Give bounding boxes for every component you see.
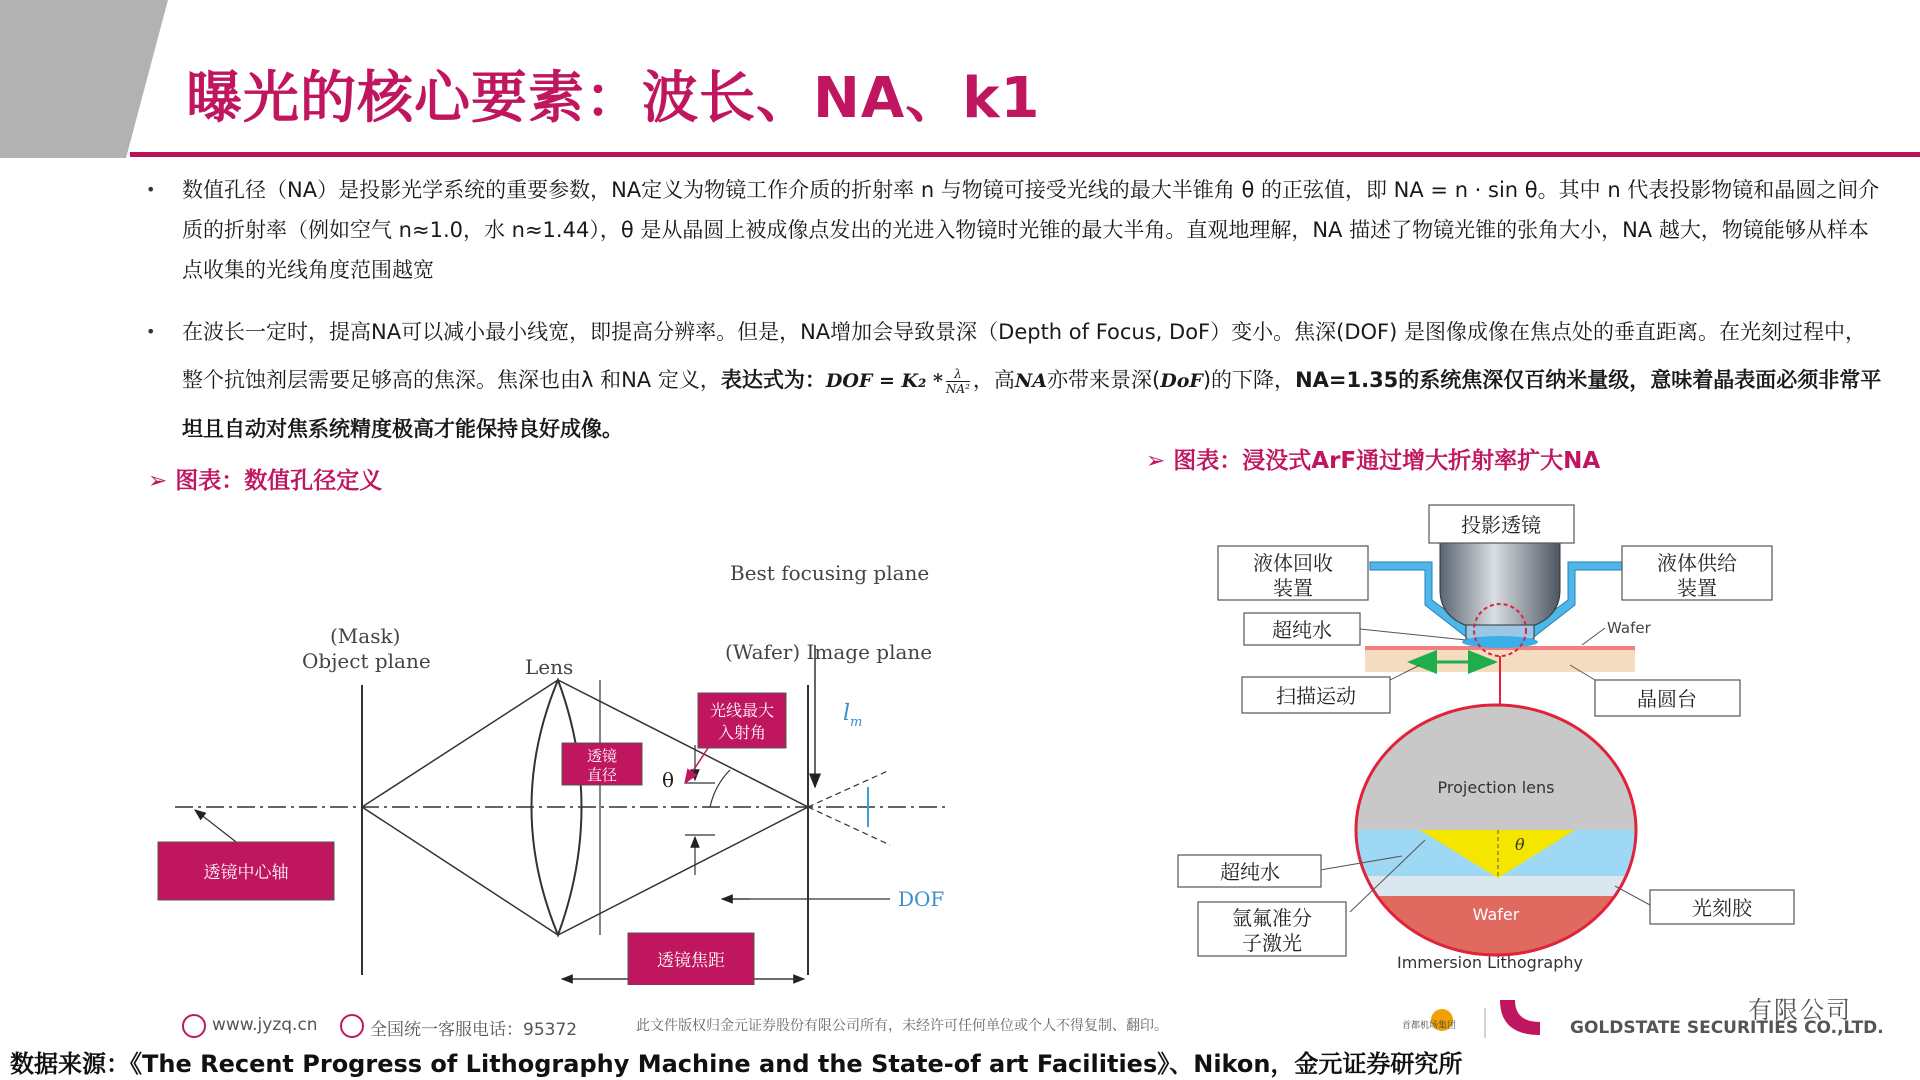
na-definition-diagram — [150, 545, 970, 985]
title-divider — [130, 152, 1920, 157]
bullet-dof — [146, 308, 1886, 448]
lens-housing — [1440, 540, 1560, 625]
box-scan-motion — [1242, 677, 1390, 713]
dof-text: DOF — [898, 887, 945, 911]
ptr-resist — [1615, 886, 1650, 905]
lm-sub: m — [850, 715, 863, 730]
box-arf-laser — [1198, 902, 1346, 956]
company-logo-icon — [1500, 1000, 1540, 1035]
lm-text — [843, 701, 862, 730]
box-ultrapure-water-2 — [1178, 855, 1321, 887]
wafer-en-zoom: Wafer — [1472, 905, 1520, 924]
footer-copyright: 此文件版权归金元证券股份有限公司所有，未经许可任何单位或个人不得复制、翻印。 — [636, 1018, 1168, 1034]
box-projection-lens — [1429, 505, 1574, 543]
box-arf-laser-line2: 子激光 — [1242, 931, 1302, 955]
bullet-text: 数值孔径（NA）是投影光学系统的重要参数，NA定义为物镜工作介质的折射率 n 与物镜可接受光线的最大半锥角 θ 的正弦值，即 NA = n · sin θ。其中 n 代表投影物镜和晶圆之间介质的折射率（例如空气 n≈1.0，水 n≈1.44），θ 是从晶圆上被成像点发出的光进入物镜时光锥的最大半角。直观地理解，NA 描述了物镜光锥的张角大小，NA 越大，物镜能够从样本点收集的光线角度范围越宽 — [182, 178, 1880, 282]
bullet-text — [182, 308, 1886, 453]
corner-decoration — [0, 0, 168, 158]
tag-max-angle-line2: 入射角 — [717, 723, 767, 742]
box-liquid-supply-line2: 装置 — [1677, 576, 1717, 600]
lm-main: l — [843, 701, 851, 726]
figure2-label: ➢ 图表：浸没式ArF通过增大折射率扩大NA — [1146, 448, 1601, 474]
box-liquid-supply — [1622, 546, 1772, 600]
box-photoresist-text: 光刻胶 — [1692, 896, 1752, 920]
theta-label: θ — [662, 768, 675, 792]
immersion-text: Immersion Lithography — [1397, 953, 1583, 972]
ray-diverge-up — [808, 770, 890, 807]
projection-lens-en: Projection lens — [1437, 778, 1555, 797]
best-focusing-plane-text: Best focusing plane — [730, 561, 930, 585]
box-ultrapure-water-2-text: 超纯水 — [1220, 860, 1280, 884]
data-source: 数据来源：《The Recent Progress of Lithography Machine and the State-of art Facilities》、Nikon，金元证券研究所 — [10, 1050, 1463, 1078]
tag-lens-diameter — [562, 743, 642, 785]
mask-text: (Mask) — [330, 624, 401, 648]
formula-fraction — [946, 367, 970, 396]
figure1-label: ➢ 图表：数值孔径定义 — [148, 468, 383, 494]
na-symbol: NA — [1014, 370, 1048, 392]
tag-diameter-line2: 直径 — [586, 766, 618, 784]
axis-pointer — [195, 810, 240, 845]
footer-website: www.jyzq.cn — [212, 1015, 318, 1035]
zoom-theta: θ — [1515, 835, 1525, 854]
theta-arc — [710, 770, 730, 807]
footer-company-cn: 有限公司 — [1748, 996, 1852, 1024]
box-wafer-stage-text: 晶圆台 — [1637, 687, 1697, 711]
ray-diverge-down — [808, 807, 890, 845]
bullet-dot: • — [146, 322, 156, 341]
bullet-conclusion: NA=1.35的系统焦深仅百纳米量级，意味着晶表面必须非常平坦且自动对焦系统精度极高才能保持良好成像。 — [182, 368, 1882, 441]
tag-max-angle-line1: 光线最大 — [709, 701, 775, 720]
box-liquid-recover-line2: 装置 — [1273, 576, 1313, 600]
box-ultrapure-water-text: 超纯水 — [1272, 618, 1332, 642]
lens-text: Lens — [525, 655, 574, 679]
box-photoresist — [1650, 890, 1794, 924]
footer-hotline: 全国统一客服电话：95372 — [370, 1020, 578, 1040]
box-liquid-recover — [1218, 546, 1368, 600]
wafer-en-pointer — [1582, 628, 1605, 645]
phone-icon — [341, 1015, 363, 1037]
dof-formula: DOF = K₂ * — [825, 370, 943, 392]
box-ultrapure-water — [1244, 613, 1360, 645]
box-wafer-stage — [1595, 680, 1740, 716]
bullet-na-definition — [146, 170, 1886, 292]
formula-denominator: NA² — [945, 381, 970, 396]
tag-axis-text: 透镜中心轴 — [203, 863, 289, 883]
formula-numerator: λ — [946, 367, 970, 382]
box-liquid-supply-line1: 液体供给 — [1657, 551, 1737, 575]
box-scan-motion-text: 扫描运动 — [1276, 684, 1356, 708]
tag-focal-length — [628, 933, 754, 985]
immersion-lithography-diagram — [1170, 500, 1810, 990]
tag-focal-text: 透镜焦距 — [657, 951, 725, 971]
tag-diameter-line1: 透镜 — [586, 747, 618, 765]
tag-lens-axis — [158, 842, 334, 900]
object-plane-text: Object plane — [302, 649, 431, 673]
box-projection-lens-text: 投影透镜 — [1461, 513, 1541, 537]
bullet-text-part: ，高 — [972, 368, 1015, 392]
wafer-image-plane-text: (Wafer) Image plane — [725, 640, 933, 664]
footer-company-en: GOLDSTATE SECURITIES CO.,LTD. — [1570, 1018, 1884, 1038]
box-liquid-recover-line1: 液体回收 — [1253, 551, 1333, 575]
bullet-text-part: )的下降， — [1202, 368, 1296, 392]
tag-max-angle — [698, 693, 786, 748]
bullet-dot: • — [146, 180, 156, 199]
bullet-text-part: 亦带来景深( — [1047, 368, 1161, 392]
footer-group-name: 首都机场集团 — [1402, 1021, 1457, 1031]
wafer-en-top: Wafer — [1607, 619, 1651, 637]
bullet-text-part: 在波长一定时，提高NA可以减小最小线宽，即提高分辨率。但是，NA增加会导致景深（Depth of Focus, DoF）变小。焦深(DOF) 是图像成像在焦点处的垂直距离。在光刻过程中，整个抗蚀剂层需要足够高的焦深。焦深也由λ 和NA 定义， — [182, 320, 1866, 392]
zoom-resist-layer — [1350, 876, 1650, 896]
water-droplet — [1462, 636, 1538, 648]
ptr-water-1 — [1360, 629, 1466, 640]
dof-symbol: DoF — [1160, 370, 1203, 392]
box-arf-laser-line1: 氩氟准分 — [1232, 906, 1312, 930]
formula-lead: 表达式为： — [720, 368, 826, 392]
globe-icon — [183, 1015, 205, 1037]
page-title: 曝光的核心要素：波长、NA、k1 — [186, 66, 1041, 131]
